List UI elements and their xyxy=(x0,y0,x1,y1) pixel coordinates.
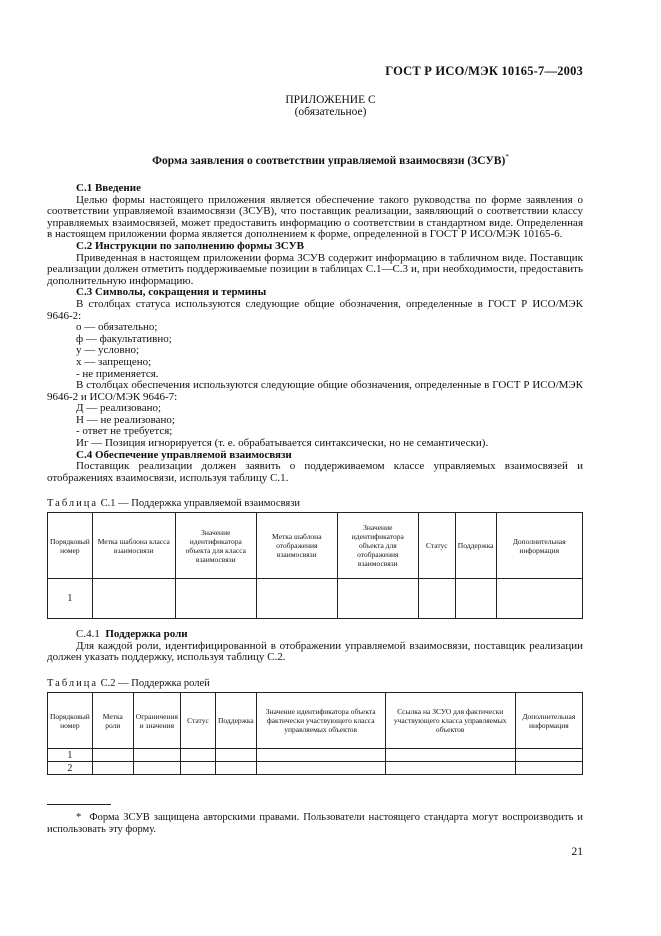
footnote xyxy=(47,812,583,836)
table-cell xyxy=(515,762,582,775)
table1 xyxy=(47,512,583,619)
table-cell xyxy=(337,579,418,619)
section-c41-text: Для каждой роли, идентифицированной в отображении управляемой взаимосвязи, поставщик реализации должен указать поддержку, используя таблицу С.2. xyxy=(47,639,583,664)
table-cell xyxy=(215,762,256,775)
table-cell xyxy=(180,762,215,775)
table-cell xyxy=(455,579,496,619)
status-item: - не применяется. xyxy=(76,367,159,380)
table1-caption xyxy=(47,498,300,509)
table1-header: Значение идентификатора объекта для класса взаимосвязи xyxy=(175,513,256,579)
table2-header: Ограничения и значения xyxy=(133,693,180,749)
table-cell xyxy=(256,749,385,762)
section-c1-text: Целью формы настоящего приложения является обеспечение такого руководства по форме заявления о соответствии управляемой взаимосвязи (ЗСУВ), что поставщик реализации, заявляющий о соответствии классу управляемых взаимосвязей, может предоставить информацию о соответствии в стандартном виде. Определенная в настоящем приложении форма является дополнением к форме, определенной в ГОСТ Р ИСО/МЭК 10165-6. xyxy=(47,193,583,241)
section-c2-heading: С.2 Инструкции по заполнению формы ЗСУВ xyxy=(76,239,305,252)
table1-header: Порядковый номер xyxy=(48,513,93,579)
document-title xyxy=(0,153,661,167)
table2-header: Поддержка xyxy=(215,693,256,749)
appendix-note: (обязательное) xyxy=(294,106,367,118)
table1-caption-text: С.1 — Поддержка управляемой взаимосвязи xyxy=(100,498,300,509)
table-cell xyxy=(385,749,515,762)
table2-header: Дополнительная информация xyxy=(515,693,582,749)
body-text-upper xyxy=(47,183,583,484)
status-item: у — условно; xyxy=(76,344,140,357)
table2-header: Ссылка на ЗСУО для фактически участвующего класса управляемых объектов xyxy=(385,693,515,749)
table2-row-number: 1 xyxy=(48,749,93,762)
table1-header: Статус xyxy=(418,513,455,579)
table2-header: Порядковый номер xyxy=(48,693,93,749)
table1-caption-label: Таблица xyxy=(47,498,99,509)
table-cell xyxy=(133,762,180,775)
footnote-text: Форма ЗСУВ защищена авторскими правами. Пользователи настоящего стандарта могут воспроизводить и использовать эту форму. xyxy=(47,812,584,835)
table-cell xyxy=(515,749,582,762)
table-cell xyxy=(256,579,337,619)
title-text: Форма заявления о соответствии управляемой взаимосвязи (ЗСУВ) xyxy=(152,154,506,167)
footnote-divider xyxy=(47,804,111,805)
table2-caption-label: Таблица xyxy=(47,678,99,689)
table2 xyxy=(47,692,583,775)
table-row xyxy=(48,579,583,619)
table-row xyxy=(48,762,583,775)
page-number: 21 xyxy=(571,846,583,858)
table-cell xyxy=(215,749,256,762)
table-cell xyxy=(92,579,175,619)
standard-header: ГОСТ Р ИСО/МЭК 10165-7—2003 xyxy=(385,64,583,78)
table2-row-number: 2 xyxy=(48,762,93,775)
table-row xyxy=(48,749,583,762)
section-c1-heading: С.1 Введение xyxy=(76,182,141,194)
section-c41-title: Поддержка роли xyxy=(105,628,188,640)
title-footnote-mark: * xyxy=(505,153,509,161)
table2-header: Статус xyxy=(180,693,215,749)
table1-header: Метка шаблона отображения взаимосвязи xyxy=(256,513,337,579)
section-c3-heading: С.3 Символы, сокращения и термины xyxy=(76,286,267,299)
section-c4-text: Поставщик реализации должен заявить о поддерживаемом классе управляемых взаимосвязей и отображениях взаимосвязи, используя таблицу С.1. xyxy=(47,460,583,484)
table2-caption-text: С.2 — Поддержка ролей xyxy=(100,678,210,689)
table1-header: Поддержка xyxy=(455,513,496,579)
table1-header: Метка шаблона класса взаимосвязи xyxy=(92,513,175,579)
support-item: - ответ не требуется; xyxy=(76,425,173,438)
table1-header: Дополнительная информация xyxy=(496,513,583,579)
section-c4-heading: С.4 Обеспечение управляемой взаимосвязи xyxy=(76,448,292,461)
support-item: Иг — Позиция игнорируется (т. е. обрабатывается синтаксически, но не семантически). xyxy=(76,437,489,450)
status-intro: В столбцах статуса используются следующие общие обозначения, определенные в ГОСТ Р ИСО/МЭК 9646-2: xyxy=(47,297,583,322)
status-item: ф — факультативно; xyxy=(76,332,172,345)
section-c41-number: С.4.1 xyxy=(76,628,100,640)
table1-header: Значение идентификатора объекта для отображения взаимосвязи xyxy=(337,513,418,579)
table-cell xyxy=(175,579,256,619)
section-c2-text: Приведенная в настоящем приложении форма ЗСУВ содержит информацию в табличном виде. Поставщик реализации должен отметить поддерживаемые позиции в таблицах С.1—С.3 и, при необходимости, предоставить дополнительную информацию. xyxy=(47,251,583,287)
status-item: о — обязательно; xyxy=(76,321,158,334)
table1-row-number: 1 xyxy=(48,579,93,619)
table2-header-row xyxy=(48,693,583,749)
table-cell xyxy=(133,749,180,762)
table2-header: Метка роли xyxy=(92,693,133,749)
table-cell xyxy=(496,579,583,619)
table2-caption xyxy=(47,678,210,689)
table-cell xyxy=(256,762,385,775)
table1-header-row xyxy=(48,513,583,579)
appendix-name: ПРИЛОЖЕНИЕ С xyxy=(285,94,376,106)
support-item: Д — реализовано; xyxy=(76,402,162,415)
support-item: Н — не реализовано; xyxy=(76,413,175,426)
table-cell xyxy=(92,749,133,762)
support-intro: В столбцах обеспечения используются следующие общие обозначения, определенные в ГОСТ Р ИСО/МЭК 9646-2 и ИСО/МЭК 9646-7: xyxy=(47,379,583,403)
table2-header: Значение идентификатора объекта фактически участвующего класса управляемых объектов xyxy=(256,693,385,749)
footnote-mark: * xyxy=(76,812,82,823)
body-text-lower xyxy=(47,629,583,664)
table-cell xyxy=(418,579,455,619)
table-cell xyxy=(180,749,215,762)
table-cell xyxy=(92,762,133,775)
table-cell xyxy=(385,762,515,775)
status-item: х — запрещено; xyxy=(76,355,152,368)
section-c41-heading xyxy=(47,629,583,641)
